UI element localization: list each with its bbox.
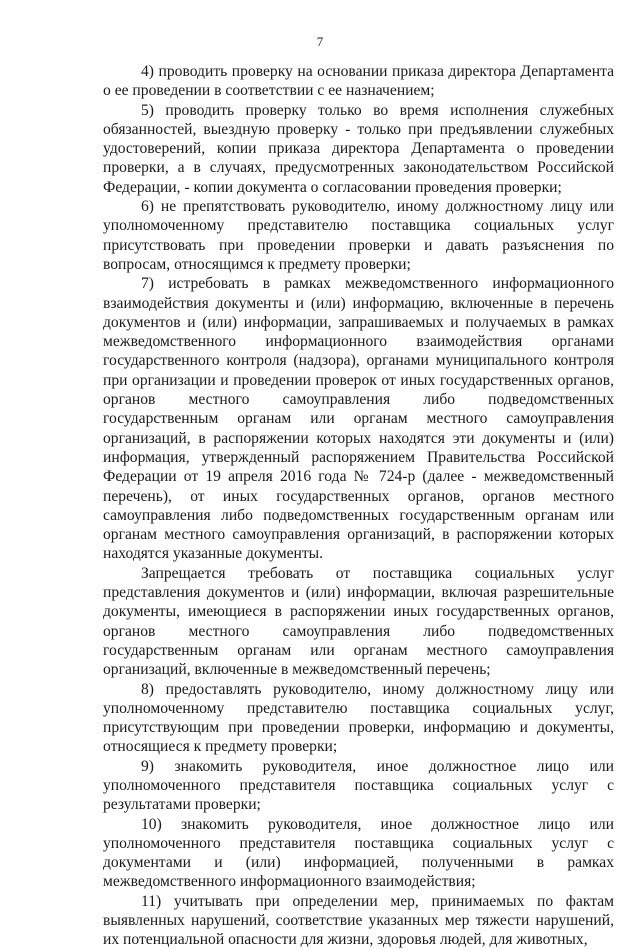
paragraph-item-4: 4) проводить проверку на основании приказа директора Департамента о ее проведении в соответствии с ее назначением; [103, 63, 614, 100]
paragraph-prohibition: Запрещается требовать от поставщика социальных услуг представления документов и (или) информации, включая разрешительные документы, имеющиеся в распоряжении иных государственных органов, органов местного самоуправления либо подведомственных государственным органам или органам местного самоуправления организаций, включенные в межведомственный перечень; [103, 564, 614, 679]
paragraph-item-7: 7) истребовать в рамках межведомственного информационного взаимодействия документы и (или) информацию, включенные в перечень документов и (или) информации, запрашиваемых и получаемых в рамках межведомственного информационного взаимодействия органами государственного контроля (надзора), органами муниципального контроля при организации и проведении проверок от иных государственных органов, органов местного самоуправления либо подведомственных государственным органам или органам местного самоуправления организаций, в распоряжении которых находятся эти документы и (или) информация, утвержденный распоряжением Правительства Российской Федерации от 19 апреля 2016 года № 724-р (далее - межведомственный перечень), от иных государственных органов, органов местного самоуправления либо подведомственных государственным органам или органам местного самоуправления организаций, в распоряжении которых находятся указанные документы. [103, 275, 614, 563]
paragraph-item-10: 10) знакомить руководителя, иное должностное лицо или уполномоченного представителя поставщика социальных услуг с документами и (или) информацией, полученными в рамках межведомственного информационного взаимодействия; [103, 815, 614, 891]
paragraph-item-9: 9) знакомить руководителя, иное должностное лицо или уполномоченного представителя поставщика социальных услуг с результатами проверки; [103, 757, 614, 814]
paragraph-item-5: 5) проводить проверку только во время исполнения служебных обязанностей, выездную проверку - только при предъявлении служебных удостоверений, копии приказа директора Департамента о проведении проверки, а в случаях, предусмотренных законодательством Российской Федерации, - копии документа о согласовании проведения проверки; [103, 101, 614, 196]
paragraph-item-6: 6) не препятствовать руководителю, иному должностному лицу или уполномоченному представителю поставщика социальных услуг присутствовать при проведении проверки и давать разъяснения по вопросам, относящимся к предмету проверки; [103, 198, 614, 273]
document-body [103, 62, 614, 950]
paragraph-item-8: 8) предоставлять руководителю, иному должностному лицу или уполномоченному представителю поставщика социальных услуг, присутствующим при проведении проверки, информацию и документы, относящиеся к предмету проверки; [103, 680, 614, 756]
page-number: 7 [316, 34, 324, 49]
paragraph-item-11: 11) учитывать при определении мер, принимаемых по фактам выявленных нарушений, соответствие указанных мер тяжести нарушений, их потенциальной опасности для жизни, здоровья людей, для животных, [103, 892, 614, 949]
